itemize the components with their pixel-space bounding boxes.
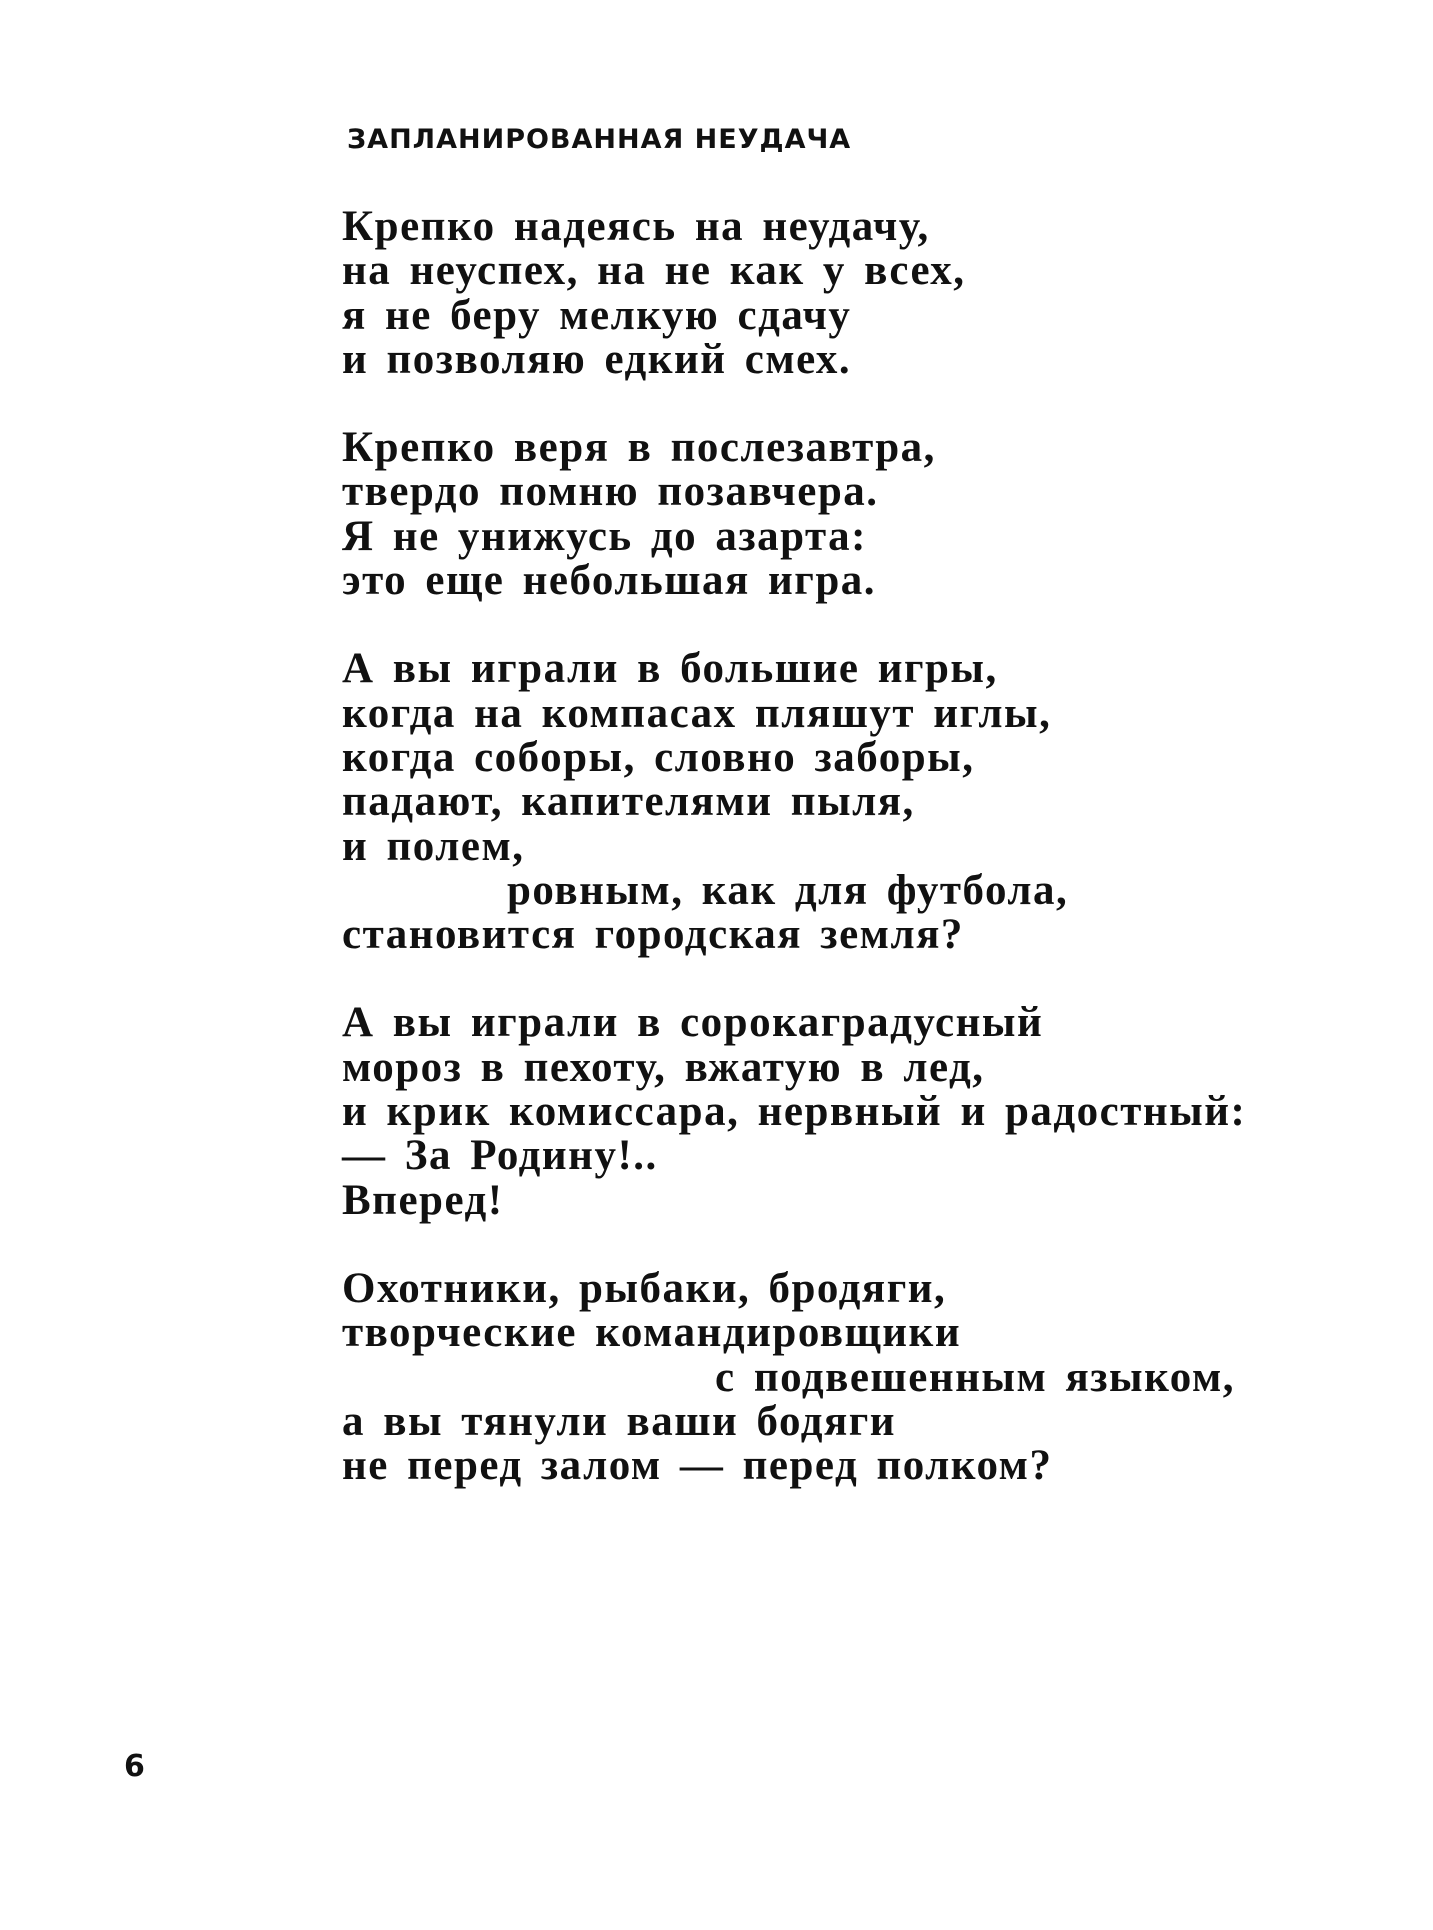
poem-line-indented: ровным, как для футбола, (507, 866, 1069, 914)
poem-line: не перед залом — перед полком? (342, 1442, 1053, 1490)
poem-line: Вперед! (342, 1176, 504, 1224)
poem-line: когда соборы, словно заборы, (342, 733, 975, 781)
poem-body (342, 205, 1402, 1532)
stanza-2 (342, 426, 1402, 603)
poem-line: когда на компасах пляшут иглы, (342, 689, 1052, 737)
poem-line: я не беру мелкую сдачу (342, 291, 852, 339)
poem-line: Охотники, рыбаки, бродяги, (342, 1264, 947, 1312)
poem-line: падают, капителями пыля, (342, 778, 915, 826)
poem-title: ЗАПЛАНИРОВАННАЯ НЕУДАЧА (347, 124, 852, 155)
poem-line: творческие командировщики (342, 1309, 962, 1357)
poem-line: А вы играли в сорокаградусный (342, 999, 1044, 1047)
poem-line: на неуспех, на не как у всех, (342, 247, 966, 295)
page-number: 6 (124, 1749, 145, 1784)
poem-line: и позволяю едкий смех. (342, 335, 852, 383)
poem-line: — За Родину!.. (342, 1132, 658, 1180)
poem-line: Крепко веря в послезавтра, (342, 424, 936, 472)
stanza-4 (342, 1001, 1402, 1222)
poem-line: твердо помню позавчера. (342, 468, 879, 516)
poem-line: Я не унижусь до азарта: (342, 512, 867, 560)
poem-line: мороз в пехоту, вжатую в лед, (342, 1043, 985, 1091)
stanza-1 (342, 205, 1402, 382)
poem-line: и полем, (342, 822, 525, 870)
poem-line: Крепко надеясь на неудачу, (342, 203, 930, 250)
poem-line: и крик комиссара, нервный и радостный: (342, 1088, 1247, 1136)
stanza-3 (342, 647, 1402, 957)
poem-line: А вы играли в большие игры, (342, 645, 998, 693)
poem-line-indented: с подвешенным языком, (715, 1353, 1236, 1401)
stanza-5 (342, 1264, 1402, 1490)
poem-line: становится городская земля? (342, 911, 964, 959)
poem-line: а вы тянули ваши бодяги (342, 1397, 897, 1445)
poem-line: это еще небольшая игра. (342, 557, 876, 605)
